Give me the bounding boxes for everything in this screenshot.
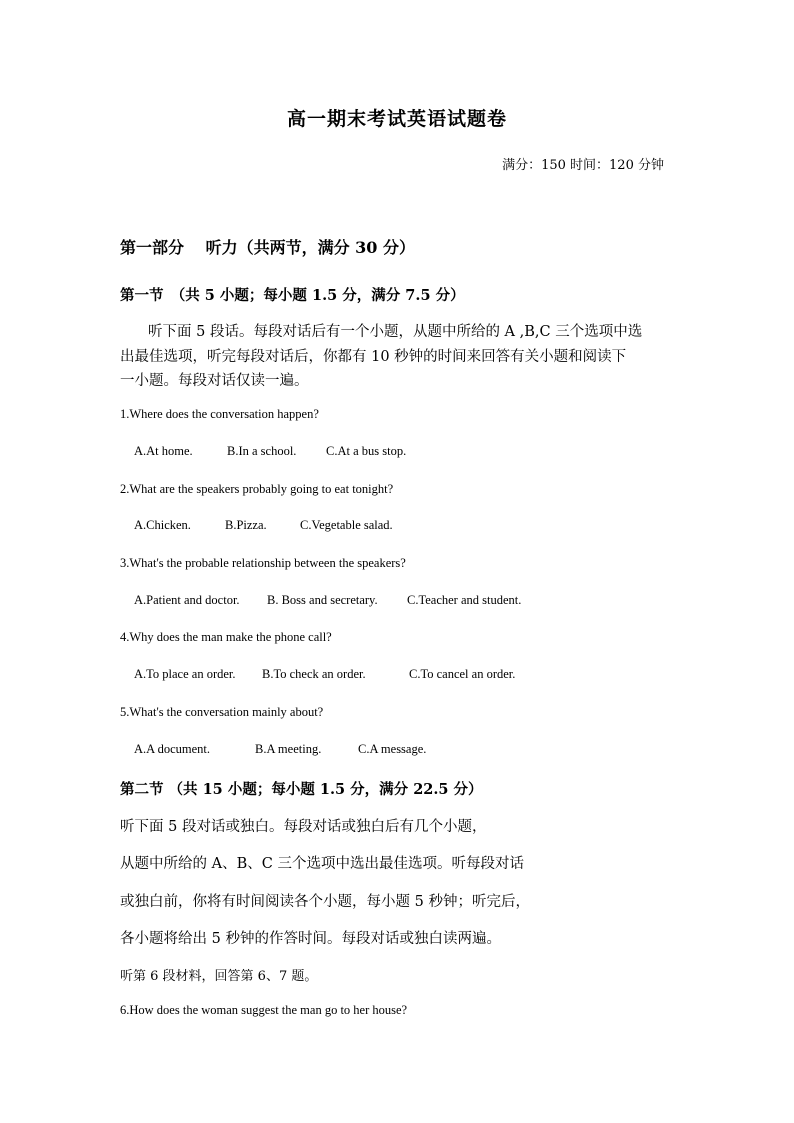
option-b: B. Boss and secretary.	[267, 593, 378, 607]
section-two-heading: 第二节 （共 15 小题；每小题 1.5 分，满分 22.5 分）	[120, 781, 483, 798]
section-one-instruction-line: 一小题。每段对话仅读一遍。	[120, 373, 309, 389]
option-b: B.A meeting.	[255, 742, 322, 756]
option-a: A.Chicken.	[134, 518, 191, 532]
option-a: A.A document.	[134, 742, 211, 756]
section-two-instruction-line: 听下面 5 段对话或独白。每段对话或独白后有几个小题，	[120, 819, 487, 835]
option-c: C.Vegetable salad.	[300, 518, 393, 532]
score-time-line: 满分：150 时间：120 分钟	[502, 158, 664, 173]
option-b: B.In a school.	[227, 444, 297, 458]
part-one-heading: 第一部分 听力（共两节，满分 30 分）	[120, 238, 415, 257]
exam-title: 高一期末考试英语试题卷	[286, 108, 507, 130]
section-two-instruction-line: 从题中所给的 A、B、C 三个选项中选出最佳选项。听每段对话	[120, 856, 524, 872]
section-two-instruction-line: 或独白前，你将有时间阅读各个小题，每小题 5 秒钟；听完后，	[120, 894, 530, 910]
option-a: A.At home.	[134, 444, 193, 458]
option-b: B.To check an order.	[262, 667, 366, 681]
question-2: 2.What are the speakers probably going to eat tonight?	[120, 482, 394, 496]
section-one-heading: 第一节 （共 5 小题；每小题 1.5 分，满分 7.5 分）	[120, 287, 465, 304]
option-a: A.Patient and doctor.	[134, 593, 240, 607]
question-6: 6.How does the woman suggest the man go to her house?	[120, 1003, 408, 1017]
option-b: B.Pizza.	[225, 518, 267, 532]
question-4: 4.Why does the man make the phone call?	[120, 630, 332, 644]
section-two-instruction-line: 各小题将给出 5 秒钟的作答时间。每段对话或独白读两遍。	[120, 931, 501, 947]
option-a: A.To place an order.	[134, 667, 236, 681]
question-4-options	[134, 667, 515, 682]
material-note: 听第 6 段材料，回答第 6、7 题。	[120, 969, 318, 984]
option-c: C.At a bus stop.	[326, 444, 407, 458]
question-5: 5.What's the conversation mainly about?	[120, 705, 324, 719]
option-c: C.A message.	[358, 742, 427, 756]
option-c: C.To cancel an order.	[409, 667, 516, 681]
question-3-options	[134, 593, 521, 608]
question-1: 1.Where does the conversation happen?	[120, 407, 319, 421]
question-5-options	[134, 742, 426, 757]
section-one-instruction-line: 出最佳选项，听完每段对话后，你都有 10 秒钟的时间来回答有关小题和阅读下	[120, 349, 627, 365]
question-1-options	[134, 444, 406, 459]
question-2-options	[134, 518, 393, 533]
question-3: 3.What's the probable relationship between the speakers?	[120, 556, 406, 570]
section-one-instruction-line: 听下面 5 段话。每段对话后有一个小题，从题中所给的 A ,B,C 三个选项中选	[148, 324, 643, 340]
option-c: C.Teacher and student.	[407, 593, 522, 607]
